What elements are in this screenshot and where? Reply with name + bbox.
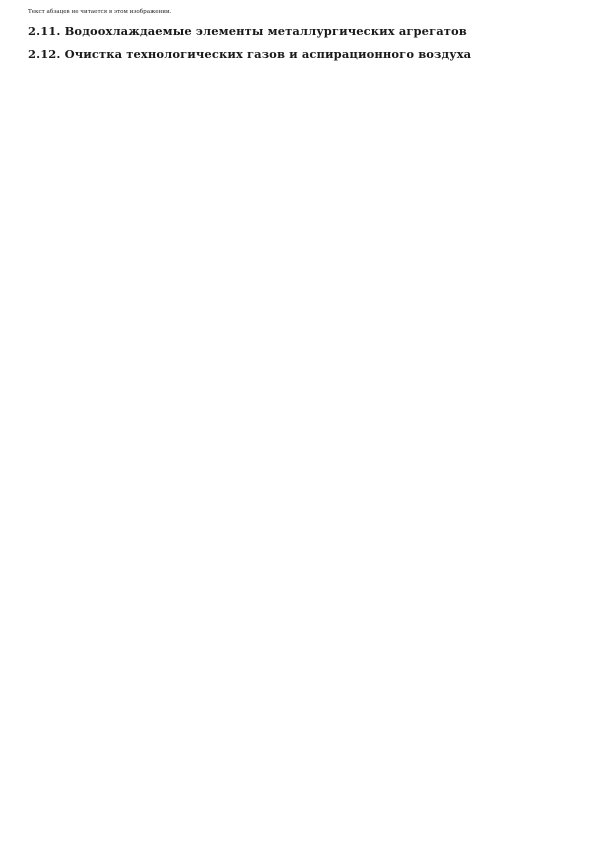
document-page [28, 8, 568, 70]
section-heading-2-11: 2.11. Водоохлаждаемые элементы металлургических агрегатов [28, 23, 467, 38]
section-heading-2-12: 2.12. Очистка технологических газов и аспирационного воздуха [28, 46, 472, 61]
placeholder-text: Текст абзацев не читается в этом изображении. [28, 9, 172, 15]
